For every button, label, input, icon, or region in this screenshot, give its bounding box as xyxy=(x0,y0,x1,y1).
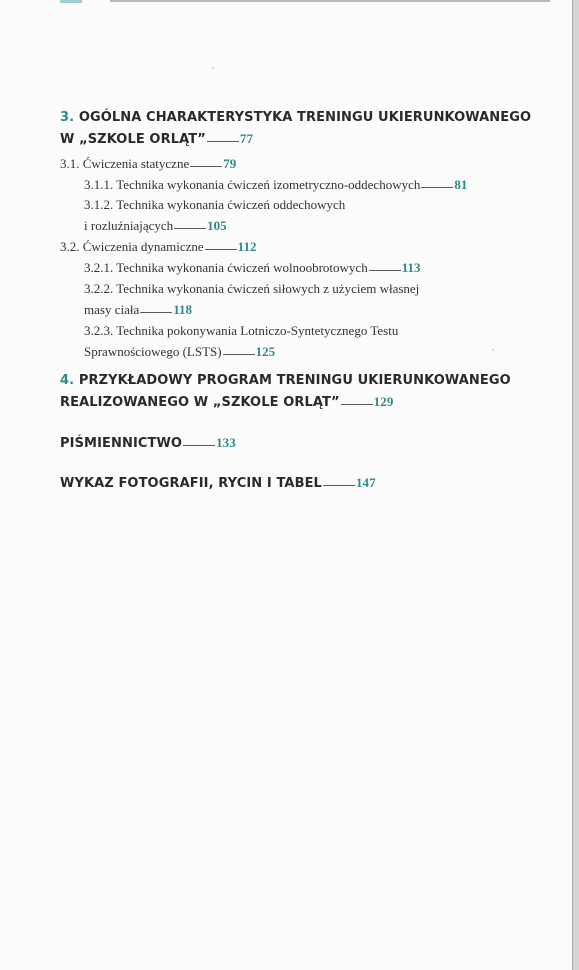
page-number: 79 xyxy=(223,156,237,171)
leader-line xyxy=(323,484,355,486)
entry-title: 3.1. Ćwiczenia statyczne xyxy=(60,156,190,171)
toc-entry-3-1-2-line2 xyxy=(84,218,227,234)
chapter-title: OGÓLNA CHARAKTERYSTYKA TRENINGU UKIERUNKOWANEGO xyxy=(78,110,532,125)
toc-entry-3-2-2-line2 xyxy=(84,302,192,318)
page-number: 112 xyxy=(237,239,257,254)
section-title: PIŚMIENNICTWO xyxy=(60,436,183,451)
toc-list-of-figures xyxy=(60,475,376,491)
toc-entry-3-2-2-line1 xyxy=(84,281,419,297)
toc-chapter-4-line1 xyxy=(60,373,511,388)
leader-line xyxy=(223,353,255,355)
page-number: 133 xyxy=(216,435,236,450)
chapter-number: 4. xyxy=(60,373,75,388)
page-number: 125 xyxy=(255,344,276,359)
toc-chapter-3-line2 xyxy=(60,131,253,147)
toc-chapter-4-line2 xyxy=(60,394,393,410)
chapter-title-continued: W „SZKOLE ORLĄT” xyxy=(60,132,206,147)
entry-title: 3.2.2. Technika wykonania ćwiczeń siłowych z użyciem własnej xyxy=(84,281,420,296)
entry-title: 3.2.1. Technika wykonania ćwiczeń wolnoobrotowych xyxy=(84,260,368,275)
section-title: WYKAZ FOTOGRAFII, RYCIN I TABEL xyxy=(60,476,322,491)
chapter-title: PRZYKŁADOWY PROGRAM TRENINGU UKIERUNKOWANEGO xyxy=(78,373,511,388)
page-number: 81 xyxy=(454,177,468,192)
entry-title-continued: masy ciała xyxy=(84,302,140,317)
page-edge-shadow xyxy=(572,0,579,970)
top-accent-bar xyxy=(60,0,82,3)
entry-title-continued: Sprawnościowego (LSTS) xyxy=(84,344,222,359)
page-number: 105 xyxy=(207,218,227,233)
page-number: 118 xyxy=(173,302,193,317)
leader-line xyxy=(369,269,401,271)
leader-line xyxy=(190,165,222,167)
toc-entry-3-1 xyxy=(60,156,236,172)
toc-entry-3-1-1 xyxy=(84,177,467,193)
entry-title: 3.2.3. Technika pokonywania Lotniczo-Syntetycznego Testu xyxy=(84,323,399,338)
page-number: 129 xyxy=(373,394,394,409)
top-rule xyxy=(110,0,550,2)
leader-line xyxy=(205,248,237,250)
paper-speck xyxy=(492,349,494,351)
page-number: 147 xyxy=(355,475,376,490)
chapter-title-continued: REALIZOWANEGO W „SZKOLE ORLĄT” xyxy=(60,395,340,410)
toc-chapter-3-line1 xyxy=(60,110,531,125)
page-number: 77 xyxy=(239,131,254,146)
entry-title: 3.1.2. Technika wykonania ćwiczeń oddechowych xyxy=(84,197,346,212)
entry-title: 3.2. Ćwiczenia dynamiczne xyxy=(60,239,204,254)
toc-entry-3-2 xyxy=(60,239,256,255)
leader-line xyxy=(140,311,172,313)
toc-bibliography xyxy=(60,435,236,451)
toc-entry-3-1-2-line1 xyxy=(84,197,345,213)
page-number: 113 xyxy=(401,260,421,275)
toc-entry-3-2-3-line1 xyxy=(84,323,398,339)
leader-line xyxy=(421,186,453,188)
leader-line xyxy=(207,140,239,142)
leader-line xyxy=(183,444,215,446)
chapter-number: 3. xyxy=(60,110,75,125)
toc-entry-3-2-3-line2 xyxy=(84,344,275,360)
paper-speck xyxy=(212,67,214,69)
entry-title: 3.1.1. Technika wykonania ćwiczeń izometryczno-oddechowych xyxy=(84,177,421,192)
leader-line xyxy=(341,403,373,405)
entry-title-continued: i rozluźniających xyxy=(84,218,174,233)
leader-line xyxy=(174,227,206,229)
toc-entry-3-2-1 xyxy=(84,260,421,276)
